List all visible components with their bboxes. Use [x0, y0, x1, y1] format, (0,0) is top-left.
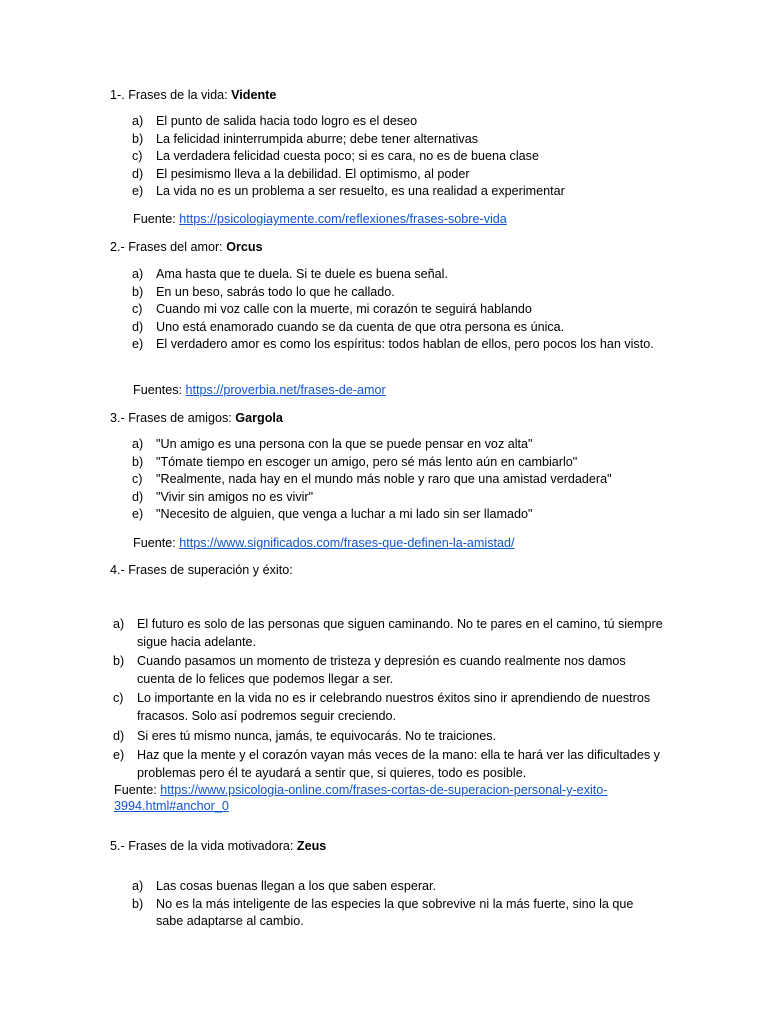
list-item-text: El pesimismo lleva a la debilidad. El optimismo, al poder: [156, 166, 470, 181]
section-2-author: Orcus: [226, 240, 263, 254]
list-item: [113, 690, 665, 725]
list-marker: e): [113, 748, 125, 763]
source-label: Fuentes:: [133, 383, 183, 397]
list-item-text: "Necesito de alguien, que venga a luchar a mi lado sin ser llamado": [156, 507, 533, 522]
list-item-text: El futuro es solo de las personas que siguen caminando. No te pares en el camino, tú siempre sigue hacia adelante.: [137, 617, 663, 649]
list-item-text: Uno está enamorado cuando se da cuenta de que otra persona es única.: [156, 319, 565, 334]
source-link[interactable]: https://www.significados.com/frases-que-definen-la-amistad/: [179, 536, 515, 550]
section-5-author: Zeus: [296, 839, 327, 853]
list-item-text: El verdadero amor es como los espíritus: todos hablan de ellos, pero pocos los han visto.: [156, 337, 654, 352]
source-link[interactable]: https://psicologiaymente.com/reflexiones/frases-sobre-vida: [179, 212, 507, 226]
list-item: [132, 166, 656, 184]
list-marker: e): [132, 184, 144, 199]
list-item-text: La felicidad ininterrumpida aburre; debe tener alternativas: [156, 131, 479, 146]
section-2-heading: [110, 239, 263, 255]
list-item: [132, 284, 656, 302]
list-item: [132, 896, 656, 931]
list-item: [132, 489, 676, 507]
section-4-source: [114, 782, 654, 814]
list-item: [132, 319, 656, 337]
section-1-label: 1-. Frases de la vida:: [110, 88, 228, 102]
list-item: [132, 436, 676, 454]
section-1-author: Vidente: [231, 88, 277, 102]
list-item-text: "Realmente, nada hay en el mundo más noble y raro que una amistad verdadera": [156, 472, 612, 487]
list-item: [132, 471, 676, 489]
source-label: Fuente:: [133, 536, 176, 550]
section-5-heading: [110, 838, 326, 854]
section-1-heading: [110, 87, 276, 103]
list-marker: b): [132, 284, 144, 299]
section-4-list: [113, 616, 665, 784]
list-item: [132, 454, 676, 472]
list-item-text: "Tómate tiempo en escoger un amigo, pero sé más lento aún en cambiarlo": [156, 454, 578, 469]
list-item-text: En un beso, sabrás todo lo que he callado.: [156, 284, 395, 299]
section-5-list: [132, 878, 656, 931]
section-2-source: [133, 382, 386, 398]
list-item: [113, 728, 665, 746]
list-marker: a): [132, 114, 144, 128]
list-item-text: La verdadera felicidad cuesta poco; si es cara, no es de buena clase: [156, 149, 539, 164]
list-marker: c): [132, 302, 143, 317]
list-item: [132, 148, 656, 166]
list-marker: c): [132, 472, 143, 487]
list-item-text: La vida no es un problema a ser resuelto, es una realidad a experimentar: [156, 184, 565, 199]
list-item: [132, 183, 656, 201]
list-marker: b): [113, 654, 125, 669]
section-3-author: Gargola: [235, 411, 283, 425]
list-item: [113, 653, 665, 688]
list-marker: e): [132, 507, 144, 522]
section-4-label: 4.- Frases de superación y éxito:: [110, 563, 293, 577]
source-label: Fuente:: [133, 212, 176, 226]
section-2-list: [132, 266, 656, 354]
list-marker: a): [113, 617, 125, 631]
section-1-list: [132, 113, 656, 201]
list-marker: c): [113, 691, 124, 706]
list-marker: d): [113, 728, 125, 743]
list-marker: a): [132, 267, 144, 281]
list-marker: a): [132, 437, 144, 451]
list-item: [132, 131, 656, 149]
list-marker: b): [132, 896, 144, 911]
list-item-text: Cuando mi voz calle con la muerte, mi corazón te seguirá hablando: [156, 302, 532, 317]
section-3-list: [132, 436, 676, 524]
list-marker: d): [132, 166, 144, 181]
list-marker: c): [132, 149, 143, 164]
list-item-text: No es la más inteligente de las especies la que sobrevive ni la más fuerte, sino la que sabe adaptarse al cambio.: [156, 896, 634, 929]
list-item-text: Ama hasta que te duela. Si te duele es buena señal.: [156, 267, 448, 281]
list-item-text: Haz que la mente y el corazón vayan más veces de la mano: ella te hará ver las dificultades y problemas pero él te ayudará a sentir que, si quieres, todo es posible.: [137, 748, 660, 780]
list-item-text: El punto de salida hacia todo logro es el deseo: [156, 114, 418, 128]
list-item-text: Las cosas buenas llegan a los que saben esperar.: [156, 879, 437, 893]
list-marker: b): [132, 131, 144, 146]
list-marker: d): [132, 319, 144, 334]
list-item: [132, 878, 656, 896]
section-2-label: 2.- Frases del amor:: [110, 240, 223, 254]
source-link[interactable]: https://proverbia.net/frases-de-amor: [185, 383, 386, 397]
section-3-source: [133, 535, 515, 551]
section-1-source: [133, 211, 507, 227]
list-item-text: Cuando pasamos un momento de tristeza y depresión es cuando realmente nos damos cuenta de lo felices que podemos llegar a ser.: [137, 654, 626, 686]
section-3-heading: [110, 410, 283, 426]
list-marker: e): [132, 337, 144, 352]
source-label: Fuente:: [114, 783, 157, 797]
list-item: [132, 336, 656, 354]
source-link[interactable]: https://www.psicologia-online.com/frases-cortas-de-superacion-personal-y-exito-3994.html#anchor_0: [114, 783, 608, 813]
list-item: [132, 266, 656, 284]
list-item: [113, 747, 665, 782]
list-item: [132, 301, 656, 319]
section-5-label: 5.- Frases de la vida motivadora:: [110, 839, 294, 853]
list-item: [132, 506, 676, 524]
list-item-text: "Un amigo es una persona con la que se puede pensar en voz alta": [156, 437, 533, 451]
list-marker: b): [132, 454, 144, 469]
list-item: [113, 616, 665, 651]
section-4-heading: [110, 562, 293, 578]
list-item-text: Lo importante en la vida no es ir celebrando nuestros éxitos sino ir aprendiendo de nuestros fracasos. Solo así podremos seguir creciendo.: [137, 691, 651, 723]
list-marker: d): [132, 489, 144, 504]
section-3-label: 3.- Frases de amigos:: [110, 411, 232, 425]
list-item-text: "Vivir sin amigos no es vivir": [156, 489, 314, 504]
list-marker: a): [132, 879, 144, 893]
list-item-text: Si eres tú mismo nunca, jamás, te equivocarás. No te traiciones.: [137, 728, 497, 743]
list-item: [132, 113, 656, 131]
